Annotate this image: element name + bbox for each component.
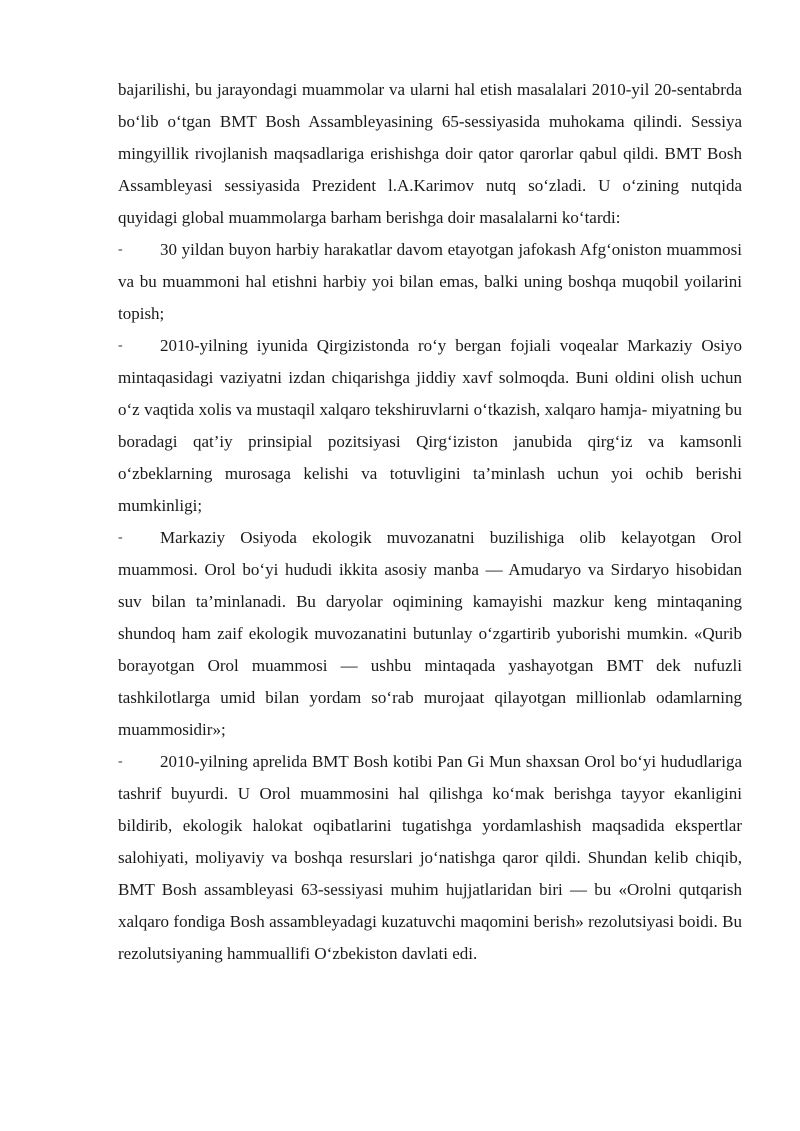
- list-item: [118, 234, 742, 330]
- list-item-text: 2010-yilning iyunida Qirgizistonda ro‘y bergan fojiali voqealar Markaziy Osiyo mintaqasidagi vaziyatni izdan chiqarishga jiddiy xavf solmoqda. Buni oldini olish uchun o‘z vaqtida xolis va mustaqil xalqaro tekshiruvlarni o‘tkazish, xalqaro hamja- miyatning bu boradagi qat’iy prinsipial pozitsiyasi Qirg‘iziston janubida qirg‘iz va kamsonli o‘zbeklarning murosaga kelishi va totuvligini ta’minlash uchun yoi ochib berishi mumkinligi;: [118, 336, 742, 515]
- list-item: [118, 746, 742, 970]
- list-item-text: Markaziy Osiyoda ekologik muvozanatni buzilishiga olib kelayotgan Orol muammosi. Orol bo‘yi hududi ikkita asosiy manba — Amudaryo va Sirdaryo hisobidan suv bilan ta’minlanadi. Bu daryolar oqimining kamayishi mazkur keng mintaqaning shundoq ham zaif ekologik muvozanatini butunlay o‘zgartirib yuborishi mumkin. «Qurib borayotgan Orol muammosi — ushbu mintaqada yashayotgan BMT dek nufuzli tashkilotlarga umid bilan yordam so‘rab murojaat qilayotgan millionlab odamlarning muammosidir»;: [118, 528, 742, 739]
- list-item: [118, 522, 742, 746]
- bullet-marker: -: [118, 530, 123, 545]
- document-page: [118, 74, 742, 970]
- intro-paragraph: bajarilishi, bu jarayondagi muammolar va ularni hal etish masalalari 2010-yil 20-sentabrda bo‘lib o‘tgan BMT Bosh Assambleyasining 65-sessiyasida muhokama qilindi. Sessiya mingyillik rivojlanish maqsadlariga erishishga doir qator qarorlar qabul qildi. BMT Bosh Assambleyasi sessiyasida Prezident l.A.Karimov nutq so‘zladi. U o‘zining nutqida quyidagi global muammolarga barham berishga doir masalalarni ko‘tardi:: [118, 80, 742, 227]
- list-item: [118, 330, 742, 522]
- list-item-text: 2010-yilning aprelida BMT Bosh kotibi Pan Gi Mun shaxsan Orol bo‘yi hududlariga tashrif buyurdi. U Orol muammosini hal qilishga ko‘mak berishga tayyor ekanligini bildirib, ekologik halokat oqibatlarini tugatishga yordamlashish maqsadida ekspertlar salohiyati, moliyaviy va boshqa resurslari jo‘natishga qaror qildi. Shundan kelib chiqib, BMT Bosh assambleyasi 63-sessiyasi muhim hujjatlaridan biri — bu «Orolni qutqarish xalqaro fondiga Bosh assambleyadagi kuzatuvchi maqomini berish» rezolutsiyasi boidi. Bu rezolutsiyaning hammuallifi O‘zbekiston davlati edi.: [118, 752, 742, 963]
- bullet-marker: -: [118, 242, 123, 257]
- list-item-text: 30 yildan buyon harbiy harakatlar davom etayotgan jafokash Afg‘oniston muammosi va bu muammoni hal etishni harbiy yoi bilan emas, balki uning boshqa muqobil yoilarini topish;: [118, 240, 742, 323]
- bullet-marker: -: [118, 338, 123, 353]
- bullet-marker: -: [118, 754, 123, 769]
